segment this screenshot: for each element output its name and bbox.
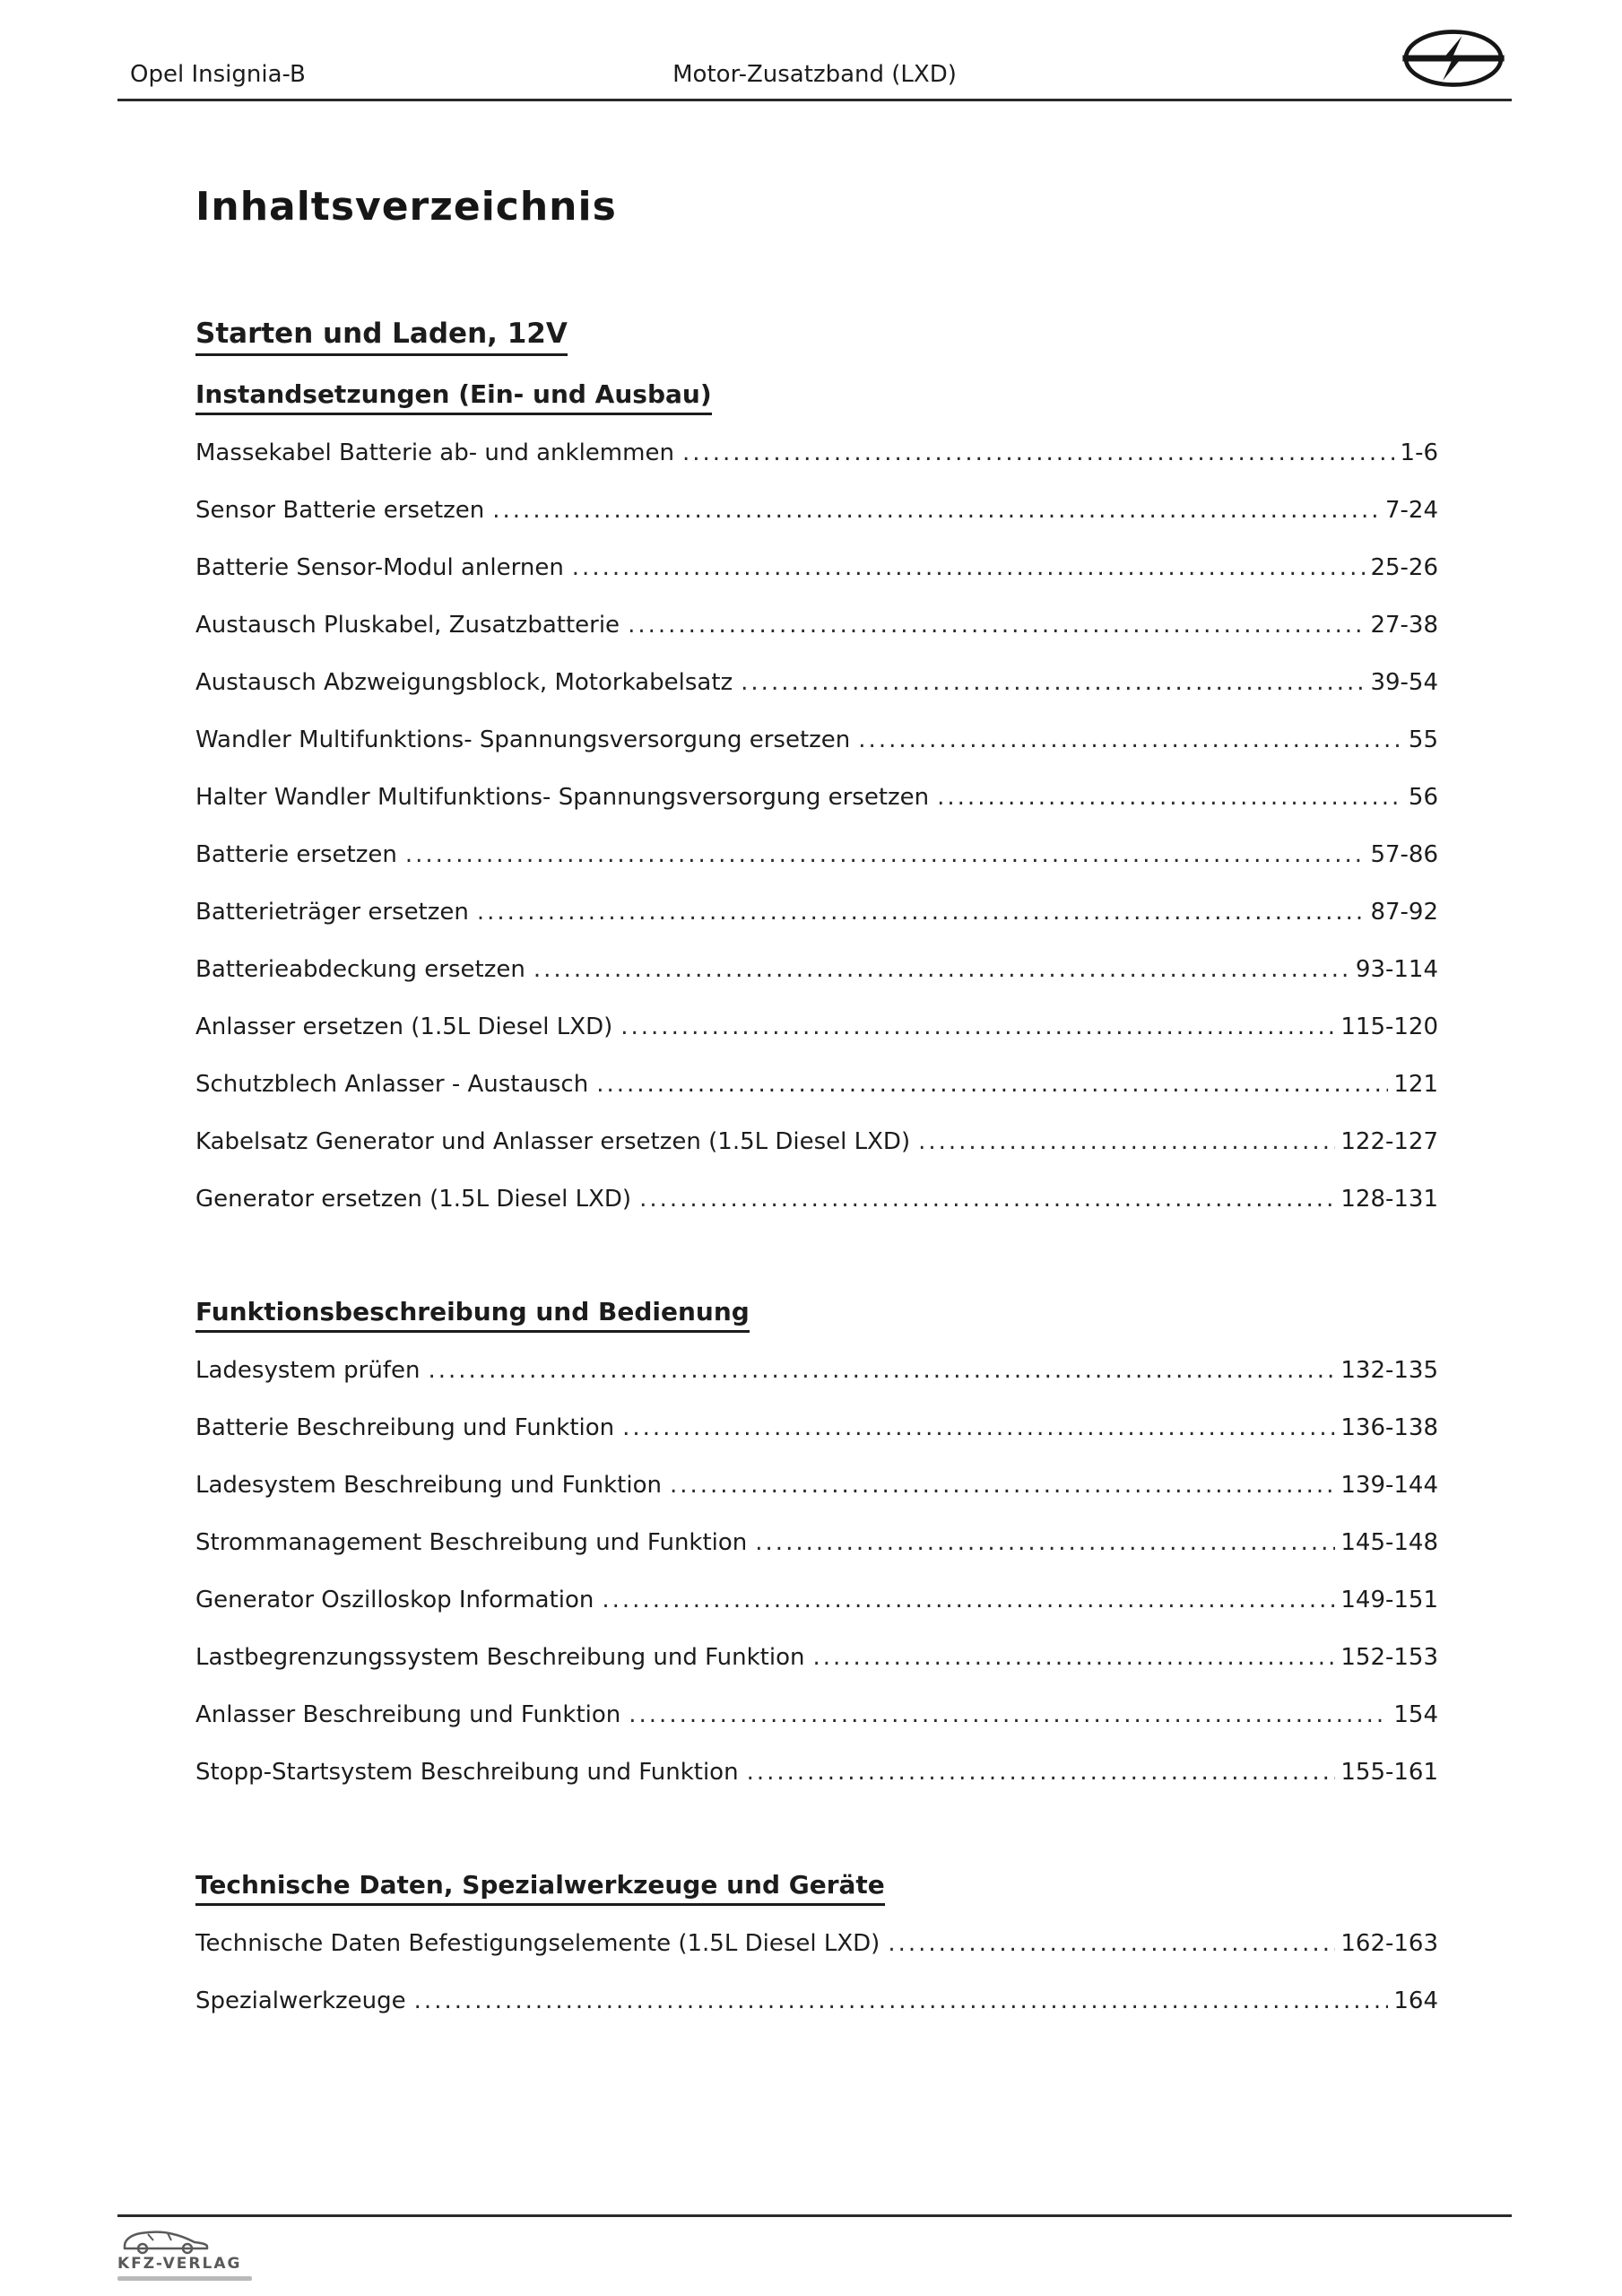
toc-entry: [195, 1072, 1438, 1097]
toc-entry-pages: 115-120: [1340, 1013, 1438, 1040]
footer-divider: [117, 2214, 1512, 2217]
toc-group-heading-text: Funktionsbeschreibung und Bedienung: [195, 1297, 750, 1333]
toc-entry-label: Massekabel Batterie ab- und anklemmen: [195, 439, 674, 466]
toc-entry-label: Ladesystem prüfen: [195, 1357, 421, 1384]
toc-dot-leader: [670, 1473, 1335, 1498]
toc-entry: [195, 1129, 1438, 1154]
toc-dot-leader: [628, 613, 1365, 638]
toc-entry-label: Technische Daten Befestigungselemente (1.5L Diesel LXD): [195, 1930, 880, 1957]
toc-entry-label: Anlasser Beschreibung und Funktion: [195, 1701, 621, 1728]
toc-entry-pages: 128-131: [1340, 1186, 1438, 1213]
toc-entry: [195, 727, 1438, 752]
toc-entry-label: Anlasser ersetzen (1.5L Diesel LXD): [195, 1013, 613, 1040]
opel-logo-icon: [1401, 25, 1506, 91]
toc-entry: [195, 1645, 1438, 1670]
toc-entry-label: Batterieträger ersetzen: [195, 899, 469, 926]
toc-entry: [195, 1530, 1438, 1555]
toc-group-heading: [195, 379, 1438, 415]
toc-dot-leader: [858, 727, 1403, 752]
toc-entry: [195, 957, 1438, 982]
toc-entry-pages: 149-151: [1340, 1587, 1438, 1613]
publisher-name: KFZ-VERLAG: [117, 2255, 242, 2273]
toc-entry-label: Austausch Abzweigungsblock, Motorkabelsatz: [195, 669, 733, 696]
toc-dot-leader: [682, 440, 1395, 465]
toc-dot-leader: [620, 1014, 1335, 1039]
toc-entry-list: [195, 1358, 1438, 1785]
toc-entry-label: Batterieabdeckung ersetzen: [195, 956, 525, 983]
toc-dot-leader: [492, 498, 1380, 523]
toc-entry-label: Sensor Batterie ersetzen: [195, 497, 485, 524]
toc-entry-pages: 57-86: [1370, 841, 1438, 868]
header-model-label: Opel Insignia-B: [130, 61, 306, 88]
toc-entry-pages: 155-161: [1340, 1759, 1438, 1786]
publisher-logo: [117, 2224, 288, 2281]
toc-entry-pages: 121: [1393, 1071, 1438, 1098]
toc-entry: [195, 842, 1438, 867]
toc-section-heading: [195, 317, 1438, 356]
toc-dot-leader: [639, 1187, 1335, 1212]
toc-entry-pages: 7-24: [1384, 497, 1438, 524]
toc-entry: [195, 555, 1438, 580]
toc-entry-pages: 87-92: [1370, 899, 1438, 926]
toc-dot-leader: [755, 1530, 1335, 1555]
toc-entry: [195, 1187, 1438, 1212]
toc-entry: [195, 785, 1438, 810]
toc-entry-label: Spezialwerkzeuge: [195, 1987, 406, 2014]
toc-dot-leader: [533, 957, 1350, 982]
toc-entry-pages: 139-144: [1340, 1472, 1438, 1499]
toc-entry-label: Austausch Pluskabel, Zusatzbatterie: [195, 612, 620, 639]
toc-entry: [195, 1760, 1438, 1785]
toc-entry-pages: 1-6: [1400, 439, 1438, 466]
toc-entry-label: Schutzblech Anlasser - Austausch: [195, 1071, 589, 1098]
toc-entry-list: [195, 1931, 1438, 2013]
toc-entry-pages: 39-54: [1370, 669, 1438, 696]
toc-entry: [195, 1415, 1438, 1440]
toc-dot-leader: [405, 842, 1366, 867]
toc-entry-pages: 145-148: [1340, 1529, 1438, 1556]
toc-group: [195, 379, 1438, 1212]
toc-dot-leader: [602, 1587, 1335, 1613]
publisher-tagline: [117, 2276, 252, 2281]
toc-group: [195, 1297, 1438, 1785]
toc-entry-label: Batterie Sensor-Modul anlernen: [195, 554, 564, 581]
toc-entry-pages: 164: [1393, 1987, 1438, 2014]
toc-dot-leader: [629, 1702, 1388, 1727]
toc-entry-label: Strommanagement Beschreibung und Funktion: [195, 1529, 748, 1556]
toc-entry-list: [195, 440, 1438, 1212]
toc-entry-label: Lastbegrenzungssystem Beschreibung und Funktion: [195, 1644, 805, 1671]
toc-entry: [195, 613, 1438, 638]
toc-section-heading-text: Starten und Laden, 12V: [195, 317, 568, 356]
toc-entry-pages: 27-38: [1370, 612, 1438, 639]
toc-dot-leader: [741, 670, 1365, 695]
toc-entry-pages: 25-26: [1370, 554, 1438, 581]
toc-entry-pages: 154: [1393, 1701, 1438, 1728]
toc-entry-pages: 136-138: [1340, 1414, 1438, 1441]
toc-entry-label: Stopp-Startsystem Beschreibung und Funktion: [195, 1759, 739, 1786]
toc-entry-label: Kabelsatz Generator und Anlasser ersetzen (1.5L Diesel LXD): [195, 1128, 911, 1155]
toc-dot-leader: [937, 785, 1403, 810]
toc-dot-leader: [572, 555, 1366, 580]
toc-dot-leader: [918, 1129, 1335, 1154]
toc-entry: [195, 1587, 1438, 1613]
toc-entry: [195, 1702, 1438, 1727]
toc-entry-pages: 162-163: [1340, 1930, 1438, 1957]
toc-entry-label: Generator Oszilloskop Information: [195, 1587, 594, 1613]
toc-dot-leader: [812, 1645, 1335, 1670]
page-title: Inhaltsverzeichnis: [195, 184, 617, 230]
toc-entry-pages: 93-114: [1355, 956, 1438, 983]
toc-groups: [195, 379, 1438, 2013]
toc-content: [195, 99, 1438, 2046]
toc-group: [195, 1870, 1438, 2013]
toc-entry: [195, 1358, 1438, 1383]
toc-entry-label: Halter Wandler Multifunktions- Spannungsversorgung ersetzen: [195, 784, 930, 811]
toc-group-heading-text: Instandsetzungen (Ein- und Ausbau): [195, 379, 712, 415]
toc-entry: [195, 440, 1438, 465]
toc-dot-leader: [596, 1072, 1388, 1097]
toc-dot-leader: [622, 1415, 1335, 1440]
toc-entry: [195, 1014, 1438, 1039]
toc-entry-label: Batterie Beschreibung und Funktion: [195, 1414, 615, 1441]
toc-entry-pages: 56: [1408, 784, 1438, 811]
car-icon: [117, 2224, 216, 2255]
toc-entry: [195, 1988, 1438, 2013]
toc-entry: [195, 900, 1438, 925]
toc-dot-leader: [414, 1988, 1389, 2013]
toc-entry: [195, 498, 1438, 523]
toc-group-heading: [195, 1297, 1438, 1333]
toc-entry: [195, 670, 1438, 695]
toc-dot-leader: [888, 1931, 1335, 1956]
toc-dot-leader: [747, 1760, 1336, 1785]
page-header: [117, 0, 1512, 101]
toc-entry-label: Ladesystem Beschreibung und Funktion: [195, 1472, 662, 1499]
toc-entry: [195, 1931, 1438, 1956]
toc-group-heading: [195, 1870, 1438, 1906]
toc-dot-leader: [428, 1358, 1335, 1383]
toc-entry-pages: 122-127: [1340, 1128, 1438, 1155]
toc-dot-leader: [477, 900, 1366, 925]
toc-group-heading-text: Technische Daten, Spezialwerkzeuge und Geräte: [195, 1870, 885, 1906]
toc-entry-pages: 55: [1408, 726, 1438, 753]
toc-entry-label: Wandler Multifunktions- Spannungsversorgung ersetzen: [195, 726, 851, 753]
toc-entry: [195, 1473, 1438, 1498]
header-document-title: Motor-Zusatzband (LXD): [672, 61, 957, 88]
toc-entry-label: Batterie ersetzen: [195, 841, 397, 868]
toc-entry-pages: 152-153: [1340, 1644, 1438, 1671]
toc-entry-pages: 132-135: [1340, 1357, 1438, 1384]
toc-entry-label: Generator ersetzen (1.5L Diesel LXD): [195, 1186, 632, 1213]
